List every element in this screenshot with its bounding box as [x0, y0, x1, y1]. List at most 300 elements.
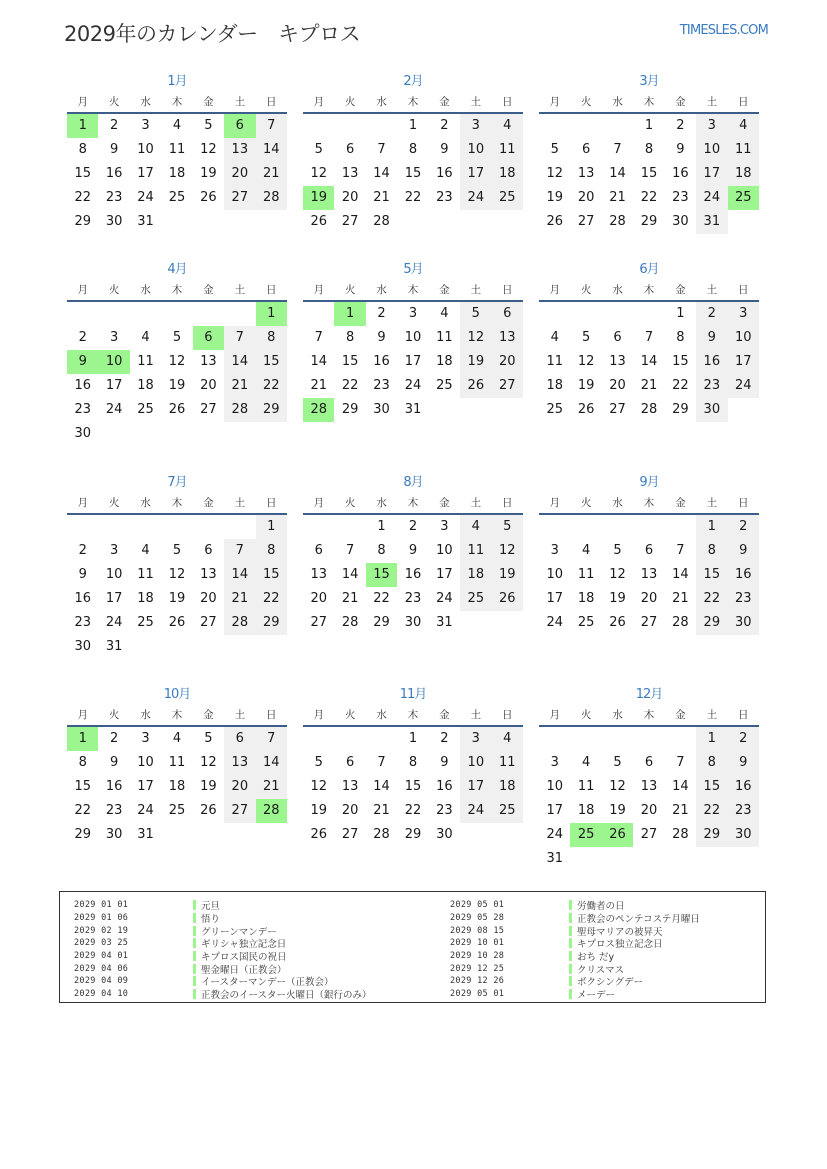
- weekday-label: 土: [706, 284, 718, 296]
- day-cell: 15: [366, 563, 397, 587]
- weekday-label: 土: [706, 709, 718, 721]
- day-cell: 24: [460, 799, 491, 823]
- month-name: 1月: [167, 74, 187, 89]
- holiday-row: [436, 962, 700, 975]
- weekday-label: 水: [376, 497, 387, 509]
- day-cell: 6: [644, 543, 654, 558]
- day-cell: 30: [74, 639, 91, 654]
- day-cell: 3: [109, 543, 119, 558]
- day-cell: 24: [728, 374, 759, 398]
- day-cell: 23: [404, 591, 422, 606]
- empty-cell: [193, 210, 224, 234]
- month-calendar: [539, 72, 759, 234]
- weekday-label: 月: [77, 284, 88, 296]
- day-cell: 21: [224, 374, 255, 398]
- day-cell: 24: [436, 591, 453, 606]
- day-cell: 27: [640, 827, 658, 842]
- week-row: [539, 326, 759, 350]
- weekday-header: [303, 705, 523, 727]
- holiday-name: 聖母マリアの被昇天: [577, 926, 663, 938]
- day-cell: 20: [577, 190, 595, 205]
- day-cell: 5: [314, 142, 323, 157]
- weekday-label: 水: [612, 709, 623, 721]
- day-cell: 6: [581, 142, 591, 157]
- day-cell: 29: [256, 398, 287, 422]
- weekday-label: 火: [344, 284, 356, 296]
- day-cell: 20: [310, 591, 327, 606]
- holiday-date: 2029 04 10: [74, 989, 129, 1000]
- weekday-header: [67, 92, 287, 114]
- holiday-marker: [569, 964, 572, 974]
- empty-cell: [429, 398, 460, 422]
- weekday-label: 月: [77, 709, 88, 721]
- day-cell: 7: [224, 539, 255, 563]
- week-row: [539, 563, 759, 587]
- day-cell: 24: [137, 190, 154, 205]
- day-cell: 1: [67, 727, 98, 751]
- day-cell: 9: [728, 539, 759, 563]
- empty-cell: [696, 847, 727, 871]
- holiday-list: [59, 891, 766, 1003]
- weekday-label: 土: [706, 96, 718, 108]
- holiday-marker: [569, 938, 572, 948]
- day-cell: 12: [200, 755, 217, 770]
- day-cell: 10: [137, 142, 154, 157]
- day-cell: 18: [577, 803, 595, 818]
- day-cell: 23: [74, 402, 91, 417]
- day-cell: 21: [224, 587, 255, 611]
- day-cell: 2: [696, 302, 727, 326]
- day-cell: 19: [310, 803, 327, 818]
- week-row: [303, 823, 523, 847]
- week-row: [67, 727, 287, 751]
- weekday-label: 金: [439, 96, 450, 108]
- day-cell: 1: [696, 727, 727, 751]
- weekday-label: 日: [737, 96, 749, 108]
- holiday-row: [60, 950, 372, 963]
- day-cell: 4: [172, 118, 182, 133]
- holiday-date: 2029 01 01: [74, 900, 129, 911]
- empty-cell: [460, 611, 491, 635]
- day-cell: 12: [577, 354, 595, 369]
- weekday-label: 木: [643, 497, 655, 509]
- day-cell: 21: [640, 378, 658, 393]
- day-cell: 14: [341, 567, 359, 582]
- week-row: [303, 186, 523, 210]
- weekday-label: 月: [313, 96, 324, 108]
- weekday-label: 水: [376, 284, 387, 296]
- day-cell: 13: [609, 354, 626, 369]
- day-cell: 8: [696, 539, 727, 563]
- empty-cell: [602, 727, 633, 751]
- day-cell: 20: [640, 591, 658, 606]
- weekday-label: 木: [171, 709, 183, 721]
- weekday-label: 火: [344, 96, 356, 108]
- week-row: [67, 799, 287, 823]
- empty-cell: [193, 635, 224, 659]
- day-cell: 21: [609, 190, 626, 205]
- day-cell: 8: [345, 330, 355, 345]
- week-row: [539, 302, 759, 326]
- day-cell: 25: [728, 186, 759, 210]
- week-row: [67, 775, 287, 799]
- day-cell: 5: [581, 330, 591, 345]
- day-cell: 6: [314, 543, 323, 558]
- day-cell: 19: [609, 803, 626, 818]
- empty-cell: [539, 727, 570, 751]
- weekday-label: 日: [265, 284, 277, 296]
- week-row: [303, 210, 523, 234]
- day-cell: 11: [546, 354, 563, 369]
- day-cell: 22: [74, 190, 91, 205]
- weekday-label: 火: [108, 96, 120, 108]
- day-cell: 25: [168, 803, 186, 818]
- weekday-label: 金: [675, 709, 686, 721]
- empty-cell: [728, 847, 759, 871]
- day-cell: 14: [310, 354, 327, 369]
- empty-cell: [303, 727, 334, 751]
- month-name: 3月: [639, 74, 659, 89]
- empty-cell: [602, 515, 633, 539]
- month-name: 9月: [639, 475, 659, 490]
- day-cell: 15: [404, 779, 422, 794]
- day-cell: 19: [303, 186, 334, 210]
- holiday-marker: [569, 900, 572, 910]
- day-cell: 12: [310, 166, 327, 181]
- week-row: [67, 350, 287, 374]
- day-cell: 31: [436, 615, 453, 630]
- weekday-header: [303, 493, 523, 515]
- day-cell: 14: [609, 166, 626, 181]
- day-cell: 28: [672, 615, 689, 630]
- month-calendar: [539, 260, 759, 422]
- holiday-name: 正教会のイースター火曜日（銀行のみ）: [201, 990, 372, 1002]
- week-row: [539, 775, 759, 799]
- day-cell: 2: [78, 543, 87, 558]
- day-cell: 27: [224, 186, 255, 210]
- day-cell: 13: [341, 166, 359, 181]
- day-cell: 20: [341, 190, 359, 205]
- day-cell: 10: [436, 543, 453, 558]
- day-cell: 3: [408, 306, 418, 321]
- day-cell: 7: [256, 727, 287, 751]
- weekday-label: 日: [265, 709, 277, 721]
- empty-cell: [460, 398, 491, 422]
- day-cell: 5: [550, 142, 559, 157]
- week-row: [67, 210, 287, 234]
- day-cell: 1: [256, 515, 287, 539]
- week-row: [539, 374, 759, 398]
- day-cell: 4: [141, 543, 150, 558]
- day-cell: 20: [200, 378, 217, 393]
- day-cell: 28: [224, 611, 255, 635]
- week-row: [67, 563, 287, 587]
- day-cell: 31: [137, 827, 154, 842]
- empty-cell: [193, 302, 224, 326]
- day-cell: 28: [609, 214, 626, 229]
- day-cell: 18: [460, 563, 491, 587]
- day-cell: 13: [341, 779, 359, 794]
- day-cell: 17: [105, 378, 123, 393]
- day-cell: 7: [644, 330, 654, 345]
- day-cell: 2: [377, 306, 386, 321]
- day-cell: 23: [728, 587, 759, 611]
- empty-cell: [633, 727, 664, 751]
- holiday-row: [60, 988, 372, 1001]
- weekday-label: 水: [612, 96, 623, 108]
- weekday-label: 月: [313, 497, 324, 509]
- month-name: 7月: [167, 475, 187, 490]
- day-cell: 25: [492, 799, 523, 823]
- empty-cell: [460, 210, 491, 234]
- day-cell: 29: [640, 214, 658, 229]
- day-cell: 16: [105, 779, 123, 794]
- day-cell: 23: [105, 803, 123, 818]
- weekday-label: 金: [203, 284, 214, 296]
- day-cell: 24: [696, 186, 727, 210]
- weekday-label: 日: [737, 284, 749, 296]
- day-cell: 4: [492, 727, 523, 751]
- day-cell: 11: [492, 138, 523, 162]
- holiday-marker: [569, 926, 572, 936]
- empty-cell: [570, 302, 601, 326]
- weekday-label: 火: [344, 497, 356, 509]
- empty-cell: [460, 823, 491, 847]
- weekday-header: [539, 705, 759, 727]
- day-cell: 21: [672, 591, 689, 606]
- week-row: [539, 350, 759, 374]
- day-cell: 9: [109, 142, 119, 157]
- holiday-name: クリスマス: [577, 964, 625, 976]
- day-cell: 17: [404, 354, 422, 369]
- day-cell: 19: [492, 563, 523, 587]
- month-name: 11月: [399, 687, 427, 702]
- week-row: [67, 587, 287, 611]
- day-cell: 29: [74, 827, 91, 842]
- week-row: [303, 515, 523, 539]
- day-cell: 20: [200, 591, 217, 606]
- holiday-marker: [569, 989, 572, 999]
- holiday-name: イースターマンデー（正教会）: [201, 977, 334, 989]
- day-cell: 7: [224, 326, 255, 350]
- empty-cell: [193, 823, 224, 847]
- day-cell: 20: [609, 378, 626, 393]
- day-cell: 2: [440, 731, 449, 746]
- day-cell: 17: [696, 162, 727, 186]
- day-cell: 3: [460, 114, 491, 138]
- holiday-marker: [569, 913, 572, 923]
- holiday-date: 2029 10 01: [450, 938, 505, 949]
- weekday-label: 日: [501, 96, 513, 108]
- empty-cell: [492, 398, 523, 422]
- day-cell: 23: [105, 190, 123, 205]
- day-cell: 14: [640, 354, 658, 369]
- empty-cell: [492, 611, 523, 635]
- day-cell: 2: [109, 731, 119, 746]
- weekday-header: [539, 92, 759, 114]
- holiday-row: [436, 988, 700, 1001]
- day-cell: 26: [168, 615, 186, 630]
- week-row: [303, 350, 523, 374]
- day-cell: 17: [137, 166, 154, 181]
- day-cell: 22: [404, 190, 422, 205]
- day-cell: 18: [168, 166, 186, 181]
- month-name: 2月: [403, 74, 423, 89]
- day-cell: 29: [74, 214, 91, 229]
- month-calendar: [67, 685, 287, 847]
- month-calendar: [303, 473, 523, 635]
- day-cell: 10: [546, 567, 563, 582]
- day-cell: 22: [341, 378, 359, 393]
- day-cell: 1: [377, 519, 386, 534]
- weekday-label: 火: [108, 497, 120, 509]
- holiday-name: キプロス独立記念日: [577, 939, 663, 951]
- holiday-row: [436, 912, 700, 925]
- day-cell: 10: [137, 755, 154, 770]
- day-cell: 16: [436, 779, 453, 794]
- day-cell: 26: [609, 615, 626, 630]
- day-cell: 27: [200, 615, 217, 630]
- day-cell: 28: [303, 398, 334, 422]
- empty-cell: [161, 302, 192, 326]
- day-cell: 5: [613, 755, 622, 770]
- day-cell: 20: [341, 803, 359, 818]
- day-cell: 17: [460, 162, 491, 186]
- day-cell: 3: [728, 302, 759, 326]
- day-cell: 25: [492, 186, 523, 210]
- weekday-label: 土: [470, 96, 482, 108]
- day-cell: 18: [168, 779, 186, 794]
- day-cell: 22: [256, 587, 287, 611]
- weekday-label: 水: [612, 497, 623, 509]
- day-cell: 28: [224, 398, 255, 422]
- week-row: [67, 635, 287, 659]
- week-row: [539, 727, 759, 751]
- day-cell: 7: [314, 330, 323, 345]
- day-cell: 5: [172, 543, 182, 558]
- day-cell: 5: [613, 543, 622, 558]
- day-cell: 28: [640, 402, 658, 417]
- weekday-label: 土: [470, 284, 482, 296]
- day-cell: 11: [460, 539, 491, 563]
- empty-cell: [539, 114, 570, 138]
- month-name: 4月: [167, 262, 187, 277]
- day-cell: 31: [105, 639, 123, 654]
- day-cell: 1: [644, 118, 654, 133]
- day-cell: 24: [460, 186, 491, 210]
- week-row: [303, 751, 523, 775]
- holiday-date: 2029 04 01: [74, 951, 129, 962]
- week-row: [67, 186, 287, 210]
- day-cell: 30: [436, 827, 453, 842]
- day-cell: 22: [696, 587, 727, 611]
- holiday-marker: [193, 951, 196, 961]
- holiday-name: 元旦: [201, 901, 221, 913]
- day-cell: 10: [404, 330, 422, 345]
- day-cell: 12: [609, 567, 626, 582]
- holiday-row: [60, 912, 372, 925]
- day-cell: 4: [550, 330, 559, 345]
- empty-cell: [224, 515, 255, 539]
- day-cell: 11: [728, 138, 759, 162]
- day-cell: 18: [546, 378, 563, 393]
- week-row: [303, 775, 523, 799]
- day-cell: 15: [672, 354, 689, 369]
- day-cell: 12: [168, 567, 186, 582]
- day-cell: 16: [728, 563, 759, 587]
- day-cell: 13: [200, 567, 217, 582]
- day-cell: 9: [109, 755, 119, 770]
- weekday-label: 土: [470, 709, 482, 721]
- empty-cell: [602, 114, 633, 138]
- week-row: [539, 186, 759, 210]
- week-row: [539, 398, 759, 422]
- weekday-label: 木: [171, 284, 183, 296]
- weekday-label: 日: [737, 497, 749, 509]
- day-cell: 12: [310, 779, 327, 794]
- day-cell: 30: [373, 402, 390, 417]
- day-cell: 5: [204, 731, 213, 746]
- day-cell: 17: [137, 779, 154, 794]
- empty-cell: [397, 210, 428, 234]
- day-cell: 22: [74, 803, 91, 818]
- holiday-name: メーデー: [577, 990, 616, 1002]
- day-cell: 18: [137, 378, 154, 393]
- month-name: 8月: [403, 475, 423, 490]
- week-row: [539, 847, 759, 871]
- weekday-label: 日: [265, 497, 277, 509]
- day-cell: 23: [696, 374, 727, 398]
- day-cell: 23: [728, 799, 759, 823]
- day-cell: 24: [105, 615, 123, 630]
- day-cell: 26: [200, 803, 217, 818]
- day-cell: 29: [696, 611, 727, 635]
- day-cell: 17: [546, 591, 563, 606]
- empty-cell: [570, 727, 601, 751]
- month-calendar: [67, 72, 287, 234]
- day-cell: 8: [696, 751, 727, 775]
- day-cell: 3: [460, 727, 491, 751]
- day-cell: 29: [696, 823, 727, 847]
- empty-cell: [161, 515, 192, 539]
- day-cell: 26: [602, 823, 633, 847]
- month-calendar: [67, 260, 287, 446]
- empty-cell: [161, 635, 192, 659]
- week-row: [67, 374, 287, 398]
- day-cell: 6: [345, 142, 355, 157]
- day-cell: 2: [109, 118, 119, 133]
- week-row: [67, 515, 287, 539]
- day-cell: 8: [408, 142, 418, 157]
- day-cell: 7: [676, 543, 685, 558]
- day-cell: 6: [613, 330, 622, 345]
- weekday-label: 水: [140, 497, 151, 509]
- day-cell: 16: [696, 350, 727, 374]
- day-cell: 10: [460, 751, 491, 775]
- holiday-date: 2029 01 06: [74, 913, 129, 924]
- day-cell: 13: [310, 567, 327, 582]
- day-cell: 2: [728, 727, 759, 751]
- weekday-label: 金: [203, 96, 214, 108]
- day-cell: 4: [172, 731, 182, 746]
- weekday-label: 金: [439, 284, 450, 296]
- weekday-label: 月: [549, 709, 560, 721]
- day-cell: 8: [408, 755, 418, 770]
- month-calendar: [303, 685, 523, 847]
- empty-cell: [98, 515, 129, 539]
- day-cell: 18: [137, 591, 154, 606]
- month-name: 12月: [635, 687, 663, 702]
